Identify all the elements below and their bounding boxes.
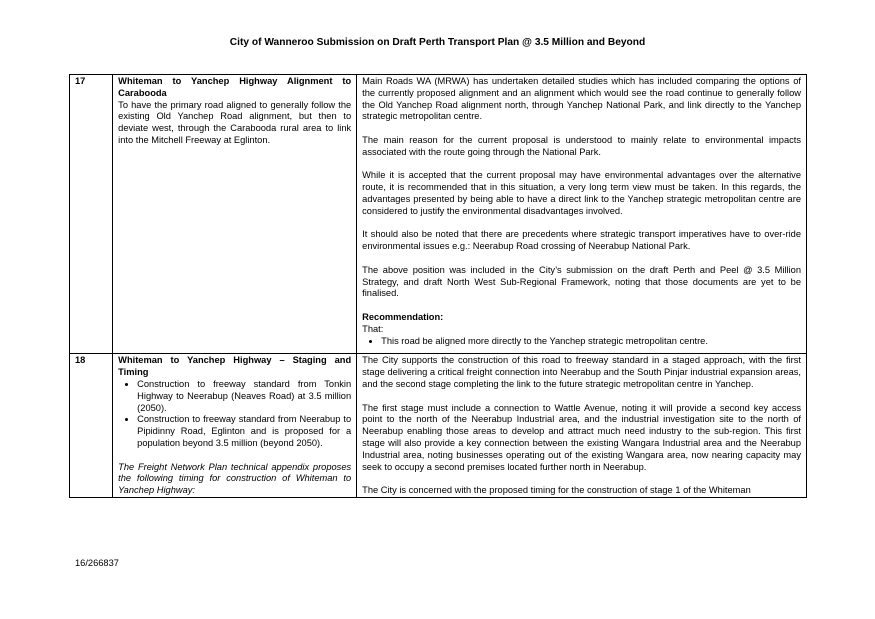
table-row [70, 75, 807, 354]
response-paragraph: The City is concerned with the proposed timing for the construction of stage 1 of the Whiteman [362, 485, 751, 496]
table-row [70, 354, 807, 498]
recommendation-heading: Recommendation: [362, 311, 444, 322]
item-bullet: • Construction to freeway standard from Tonkin Highway to Neerabup (Neaves Road) at 3.5 million (2050). [137, 379, 351, 414]
item-title: Whiteman to Yanchep Highway Alignment to Carabooda [118, 76, 352, 98]
response-cell [357, 75, 807, 354]
response-paragraph: The first stage must include a connection to Wattle Avenue, noting it will provide a second key access point to the north of the Neerabup Industrial area, and the industrial investigation site to the north of Neerabup enabling those areas to develop and attract much need industry to the sub-region. This first stage will also provide a key connection between the existing Wangara Industrial area and the Neerabup Industrial area, noting businesses operating out of the existing Wangara area, now nearing capacity may seek to occupy a second premises located further north in Neerabup. [362, 402, 801, 472]
response-paragraph: It should also be noted that there are precedents where strategic transport imperatives have to over-ride environmental issues e.g.: Neerabup Road crossing of Neerabup National Park. [362, 229, 801, 252]
item-cell [113, 354, 357, 498]
recommendation-list [362, 336, 801, 348]
item-text: To have the primary road aligned to generally follow the existing Old Yanchep Road alignment, but then to deviate west, through the Carabooda rural area to link into the Mitchell Freeway at Eglinton. [118, 99, 352, 145]
response-paragraph: Main Roads WA (MRWA) has undertaken detailed studies which has included comparing the options of the currently proposed alignment and an alignment which would see the road continue to generally follow the Old Yanchep Road alignment north, through Yanchep National Park, and link directly to the Yanchep strategic metropolitan centre. [362, 76, 801, 122]
item-title: Whiteman to Yanchep Highway – Staging and Timing [118, 355, 352, 378]
row-number: 18 [70, 354, 113, 498]
document-reference: 16/266837 [75, 558, 119, 568]
response-paragraph: The above position was included in the City’s submission on the draft Perth and Peel @ 3.5 Million Strategy, and draft North West Sub-Regional Framework, noting that those documents are yet to be finalised. [362, 264, 801, 299]
row-number: 17 [70, 75, 113, 354]
item-cell [113, 75, 357, 354]
page-title: City of Wanneroo Submission on Draft Perth Transport Plan @ 3.5 Million and Beyond [229, 37, 646, 48]
recommendation-bullet: • This road be aligned more directly to the Yanchep strategic metropolitan centre. [381, 336, 801, 348]
submission-table [69, 74, 807, 498]
item-bullet: • Construction to freeway standard from Neerabup to Pipidinny Road, Eglinton and is proposed for a population beyond 3.5 million (beyond 2050). [137, 414, 351, 449]
response-paragraph: The City supports the construction of this road to freeway standard in a staged approach, with the first stage delivering a critical freight connection into Neerabup and the South Pinjar industrial expansion areas, and the second stage completing the link to the future strategic metropolitan centre in Yanchep. [362, 355, 801, 389]
response-cell [357, 354, 807, 498]
item-note: The Freight Network Plan technical appendix proposes the following timing for construction of Whiteman to Yanchep Highway: [118, 461, 352, 496]
response-paragraph: The main reason for the current proposal is understood to mainly relate to environmental impacts associated with the route going through the National Park. [362, 134, 801, 157]
item-bullet-list [118, 379, 351, 450]
recommendation-intro: That: [362, 323, 384, 334]
response-paragraph: While it is accepted that the current proposal may have environmental advantages over the alternative route, it is recommended that in this situation, a very long term view must be taken. In this regards, the advantages presented by being able to have a direct link to the Yanchep strategic metropolitan centre are considered to justify the environmental disadvantages involved. [362, 170, 801, 216]
